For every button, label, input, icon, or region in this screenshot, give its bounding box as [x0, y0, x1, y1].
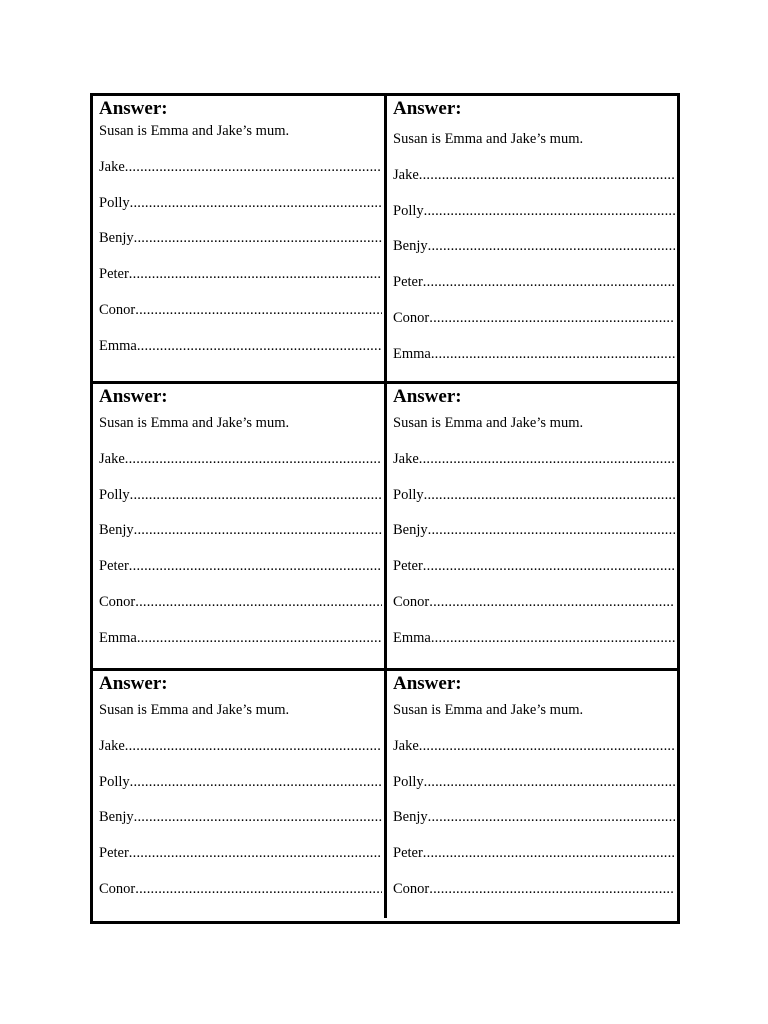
- answer-line-name: Peter: [99, 845, 129, 862]
- answer-line-name: Polly: [393, 486, 424, 503]
- answer-line[interactable]: [99, 593, 382, 611]
- dotted-answer-space: [419, 166, 675, 184]
- answer-line-name: Conor: [99, 301, 136, 318]
- answer-line-name: Conor: [393, 309, 430, 326]
- answer-line-name: Polly: [393, 202, 424, 219]
- dotted-answer-space: [130, 773, 382, 791]
- answer-line-name: Conor: [99, 593, 136, 610]
- answer-line-name: Jake: [99, 158, 125, 175]
- answer-title: Answer:: [99, 386, 168, 407]
- answer-statement: Susan is Emma and Jake’s mum.: [393, 702, 584, 718]
- answer-line[interactable]: [99, 158, 382, 176]
- answer-line[interactable]: [99, 629, 382, 647]
- answer-line[interactable]: [393, 773, 675, 791]
- answer-line[interactable]: [99, 773, 382, 791]
- dotted-answer-space: [424, 773, 675, 791]
- dotted-answer-space: [429, 309, 675, 327]
- answer-line-name: Conor: [393, 593, 430, 610]
- answer-line[interactable]: [393, 309, 675, 327]
- answer-line-name: Emma: [99, 629, 137, 646]
- answer-line-name: Benjy: [393, 809, 428, 826]
- answer-line-name: Jake: [99, 450, 125, 467]
- dotted-answer-space: [423, 273, 675, 291]
- dotted-answer-space: [134, 229, 382, 247]
- answer-line[interactable]: [99, 808, 382, 826]
- answer-line-name: Benjy: [393, 238, 428, 255]
- answer-line[interactable]: [393, 593, 675, 611]
- dotted-answer-space: [135, 880, 382, 898]
- answer-line[interactable]: [393, 237, 675, 255]
- answer-line-name: Jake: [393, 166, 419, 183]
- dotted-answer-space: [125, 158, 382, 176]
- answer-line-name: Emma: [393, 629, 431, 646]
- answer-line[interactable]: [393, 629, 675, 647]
- answer-line-name: Polly: [99, 773, 130, 790]
- answer-card-sheet: [90, 93, 680, 924]
- dotted-answer-space: [134, 521, 382, 539]
- answer-line-name: Benjy: [99, 522, 134, 539]
- answer-line-name: Polly: [393, 773, 424, 790]
- answer-line[interactable]: [393, 737, 675, 755]
- answer-statement: Susan is Emma and Jake’s mum.: [99, 415, 290, 431]
- answer-title: Answer:: [99, 673, 168, 694]
- answer-title: Answer:: [393, 98, 462, 119]
- answer-line[interactable]: [393, 557, 675, 575]
- answer-line-name: Peter: [393, 845, 423, 862]
- dotted-answer-space: [431, 345, 675, 363]
- answer-line-name: Emma: [393, 345, 431, 362]
- answer-line-name: Polly: [99, 194, 130, 211]
- dotted-answer-space: [424, 202, 675, 220]
- dotted-answer-space: [129, 265, 382, 283]
- answer-line[interactable]: [99, 265, 382, 283]
- answer-line[interactable]: [393, 844, 675, 862]
- answer-line[interactable]: [99, 301, 382, 319]
- answer-line[interactable]: [99, 844, 382, 862]
- answer-line[interactable]: [393, 521, 675, 539]
- answer-line-name: Jake: [393, 737, 419, 754]
- answer-card: [387, 96, 677, 381]
- dotted-answer-space: [125, 450, 382, 468]
- answer-line-name: Conor: [99, 880, 136, 897]
- answer-line[interactable]: [99, 880, 382, 898]
- dotted-answer-space: [428, 808, 675, 826]
- answer-line[interactable]: [99, 486, 382, 504]
- answer-line[interactable]: [99, 194, 382, 212]
- dotted-answer-space: [130, 486, 382, 504]
- dotted-answer-space: [129, 844, 382, 862]
- answer-line-name: Jake: [99, 737, 125, 754]
- dotted-answer-space: [137, 629, 382, 647]
- dotted-answer-space: [419, 450, 675, 468]
- dotted-answer-space: [428, 237, 675, 255]
- answer-title: Answer:: [393, 673, 462, 694]
- dotted-answer-space: [135, 593, 382, 611]
- answer-line[interactable]: [393, 486, 675, 504]
- dotted-answer-space: [419, 737, 675, 755]
- answer-line-name: Jake: [393, 450, 419, 467]
- answer-line[interactable]: [393, 808, 675, 826]
- dotted-answer-space: [428, 521, 675, 539]
- answer-card: [93, 384, 384, 668]
- answer-line[interactable]: [99, 521, 382, 539]
- dotted-answer-space: [423, 557, 675, 575]
- dotted-answer-space: [135, 301, 382, 319]
- answer-line-name: Benjy: [99, 809, 134, 826]
- answer-card: [93, 96, 384, 381]
- answer-line[interactable]: [393, 450, 675, 468]
- answer-line[interactable]: [99, 557, 382, 575]
- answer-card: [93, 671, 384, 921]
- dotted-answer-space: [137, 337, 382, 355]
- answer-statement: Susan is Emma and Jake’s mum.: [99, 123, 290, 139]
- dotted-answer-space: [429, 880, 675, 898]
- dotted-answer-space: [134, 808, 382, 826]
- answer-card: [387, 384, 677, 668]
- answer-line-name: Emma: [99, 337, 137, 354]
- answer-line[interactable]: [393, 166, 675, 184]
- answer-line[interactable]: [393, 345, 675, 363]
- answer-statement: Susan is Emma and Jake’s mum.: [393, 415, 584, 431]
- answer-line-name: Polly: [99, 486, 130, 503]
- dotted-answer-space: [125, 737, 382, 755]
- answer-title: Answer:: [99, 98, 168, 119]
- answer-line[interactable]: [393, 273, 675, 291]
- dotted-answer-space: [423, 844, 675, 862]
- answer-line-name: Peter: [99, 266, 129, 283]
- answer-line[interactable]: [393, 202, 675, 220]
- answer-statement: Susan is Emma and Jake’s mum.: [99, 702, 290, 718]
- answer-line[interactable]: [99, 737, 382, 755]
- answer-line-name: Benjy: [99, 230, 134, 247]
- answer-line-name: Peter: [99, 558, 129, 575]
- dotted-answer-space: [431, 629, 675, 647]
- dotted-answer-space: [129, 557, 382, 575]
- dotted-answer-space: [429, 593, 675, 611]
- answer-line-name: Peter: [393, 558, 423, 575]
- answer-line-name: Conor: [393, 880, 430, 897]
- answer-line[interactable]: [99, 450, 382, 468]
- dotted-answer-space: [130, 194, 382, 212]
- answer-line[interactable]: [393, 880, 675, 898]
- answer-line-name: Benjy: [393, 522, 428, 539]
- dotted-answer-space: [424, 486, 675, 504]
- answer-line-name: Peter: [393, 274, 423, 291]
- answer-line[interactable]: [99, 337, 382, 355]
- answer-title: Answer:: [393, 386, 462, 407]
- answer-card: [387, 671, 677, 921]
- answer-line[interactable]: [99, 229, 382, 247]
- answer-statement: Susan is Emma and Jake’s mum.: [393, 131, 584, 147]
